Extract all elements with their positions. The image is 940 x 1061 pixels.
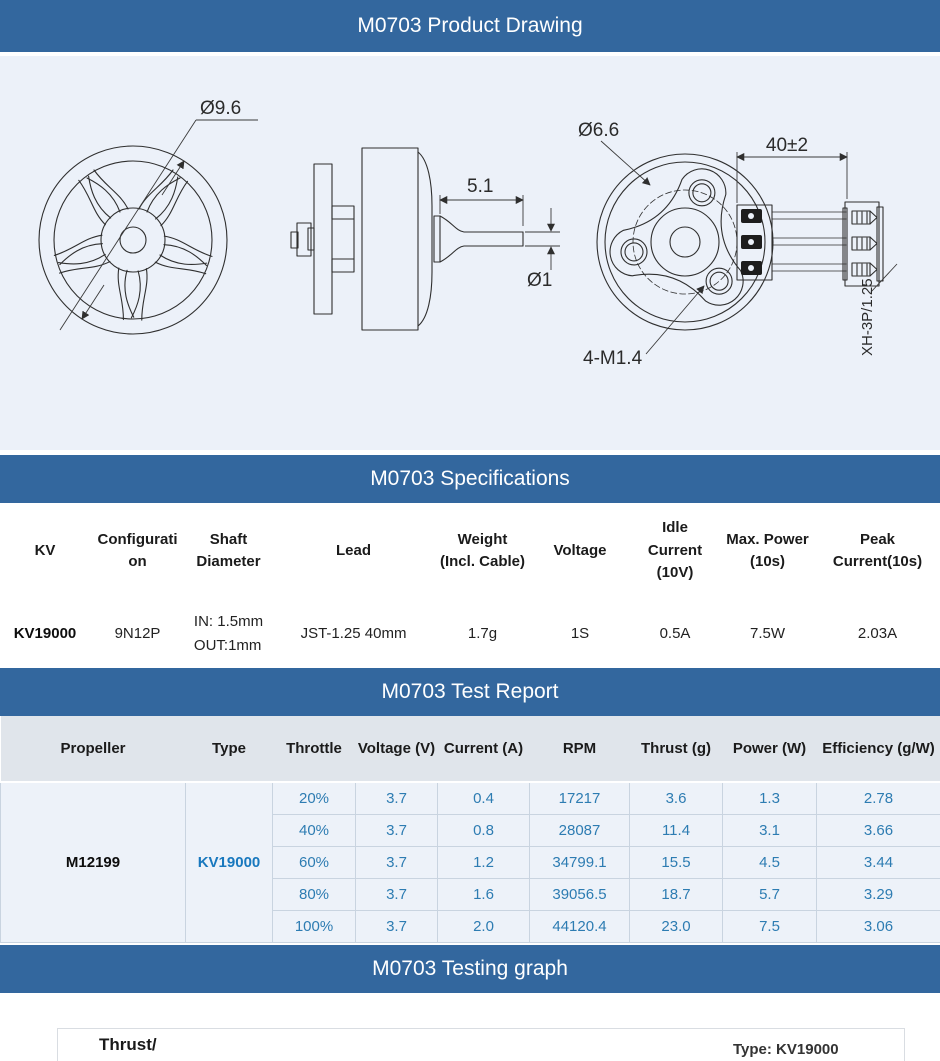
test-header-thrust: Thrust (g) (630, 716, 723, 782)
test-propeller-cell: M12199 (1, 782, 186, 942)
connector-drawing (843, 202, 883, 286)
side-view-drawing (291, 148, 560, 330)
spec-value-max-power: 7.5W (749, 625, 785, 642)
test-row-20 (1, 782, 940, 814)
test-throttle: 40% (273, 814, 356, 846)
banner-test-report-title: M0703 Test Report (381, 680, 559, 703)
wire-terminal-block (737, 205, 772, 280)
test-thrust: 3.6 (630, 782, 723, 814)
testing-graph-section (0, 1028, 940, 1061)
shaft-length-label: 5.1 (467, 176, 494, 197)
test-efficiency: 3.66 (817, 814, 940, 846)
test-header-row (1, 716, 940, 782)
test-current: 0.4 (438, 782, 530, 814)
test-current: 1.2 (438, 846, 530, 878)
test-throttle: 20% (273, 782, 356, 814)
test-voltage: 3.7 (356, 910, 438, 942)
spec-header-voltage: Voltage (553, 541, 607, 559)
test-header-current: Current (A) (438, 716, 530, 782)
test-rpm: 34799.1 (530, 846, 630, 878)
test-header-voltage: Voltage (V) (356, 716, 438, 782)
test-thrust: 23.0 (630, 910, 723, 942)
spec-header-lead: Lead (335, 541, 371, 559)
test-header-rpm: RPM (530, 716, 630, 782)
specifications-table (0, 503, 940, 668)
spec-header-weight: Weight (Incl. Cable) (439, 530, 525, 570)
graph-title-partial: Thrust/ (99, 1034, 157, 1054)
product-drawing-section (0, 56, 940, 450)
test-power: 7.5 (723, 910, 817, 942)
test-rpm: 17217 (530, 782, 630, 814)
test-power: 3.1 (723, 814, 817, 846)
test-power: 5.7 (723, 878, 817, 910)
test-rpm: 28087 (530, 814, 630, 846)
spec-value-idle-current: 0.5A (659, 625, 691, 642)
spec-header-max-power: Max. Power (10s) (726, 530, 809, 570)
test-throttle: 80% (273, 878, 356, 910)
banner-product-drawing (0, 0, 940, 52)
test-efficiency: 2.78 (817, 782, 940, 814)
spec-value-kv: KV19000 (13, 625, 77, 642)
test-rpm: 44120.4 (530, 910, 630, 942)
lead-length-label: 40±2 (765, 135, 809, 156)
shaft-length-dimension (440, 195, 523, 226)
lead-length-dimension (737, 152, 847, 203)
banner-test-report (0, 668, 940, 716)
rear-diameter-label: Ø6.6 (578, 120, 620, 141)
test-voltage: 3.7 (356, 814, 438, 846)
spoke-lattice (52, 170, 214, 324)
banner-specifications-title: M0703 Specifications (370, 467, 570, 490)
banner-product-drawing-title: M0703 Product Drawing (357, 14, 583, 37)
test-header-throttle: Throttle (273, 716, 356, 782)
test-header-type: Type (186, 716, 273, 782)
front-diameter-label: Ø9.6 (200, 98, 242, 119)
mount-thread-leader (646, 286, 704, 354)
test-thrust: 11.4 (630, 814, 723, 846)
spec-shaft-in: IN: 1.5mm (193, 613, 264, 631)
lead-wires (772, 212, 846, 271)
spec-header-configuration: Configuration (97, 530, 178, 570)
test-throttle: 100% (273, 910, 356, 942)
spec-header-shaft-diameter: Shaft Diameter (196, 530, 261, 570)
test-current: 0.8 (438, 814, 530, 846)
spec-value-peak-current: 2.03A (857, 625, 898, 642)
spec-header-row (0, 503, 940, 599)
front-diameter-dimension (60, 120, 258, 330)
test-power: 4.5 (723, 846, 817, 878)
testing-graph-box (57, 1028, 905, 1061)
test-report-table (0, 716, 940, 943)
test-efficiency: 3.29 (817, 878, 940, 910)
test-thrust: 15.5 (630, 846, 723, 878)
spec-value-weight: 1.7g (467, 625, 498, 642)
spec-value-row (0, 599, 940, 668)
test-header-efficiency: Efficiency (g/W) (817, 716, 940, 782)
test-current: 1.6 (438, 878, 530, 910)
test-header-power: Power (W) (723, 716, 817, 782)
shaft-diameter-label: Ø1 (527, 270, 553, 291)
spec-shaft-out: OUT:1mm (193, 636, 262, 654)
banner-specifications (0, 455, 940, 503)
graph-type-label: Type: KV19000 (733, 1040, 839, 1058)
mount-thread-label: 4-M1.4 (583, 348, 643, 369)
front-view-drawing (39, 98, 258, 334)
shaft-diameter-dimension (525, 208, 560, 270)
banner-testing-graph-title: M0703 Testing graph (372, 956, 568, 980)
test-power: 1.3 (723, 782, 817, 814)
test-rpm: 39056.5 (530, 878, 630, 910)
connector-label: XH-3P/1.25 (859, 278, 876, 356)
test-voltage: 3.7 (356, 782, 438, 814)
spec-value-shaft-diameter (185, 599, 272, 668)
spec-header-peak-current: Peak Current(10s) (832, 530, 923, 570)
spec-value-voltage: 1S (570, 625, 590, 642)
test-throttle: 60% (273, 846, 356, 878)
banner-testing-graph (0, 945, 940, 993)
test-voltage: 3.7 (356, 878, 438, 910)
spec-value-lead: JST-1.25 40mm (300, 625, 407, 642)
rear-diameter-leader (601, 141, 650, 185)
test-header-propeller: Propeller (1, 716, 186, 782)
test-efficiency: 3.06 (817, 910, 940, 942)
test-thrust: 18.7 (630, 878, 723, 910)
test-type-cell: KV19000 (186, 782, 273, 942)
spec-value-configuration: 9N12P (114, 625, 161, 642)
rear-view-drawing (578, 120, 897, 369)
technical-drawing-canvas (0, 56, 940, 450)
test-efficiency: 3.44 (817, 846, 940, 878)
test-voltage: 3.7 (356, 846, 438, 878)
spec-header-idle-current: Idle Current (10V) (647, 519, 703, 582)
test-current: 2.0 (438, 910, 530, 942)
spec-header-kv: KV (34, 541, 56, 559)
